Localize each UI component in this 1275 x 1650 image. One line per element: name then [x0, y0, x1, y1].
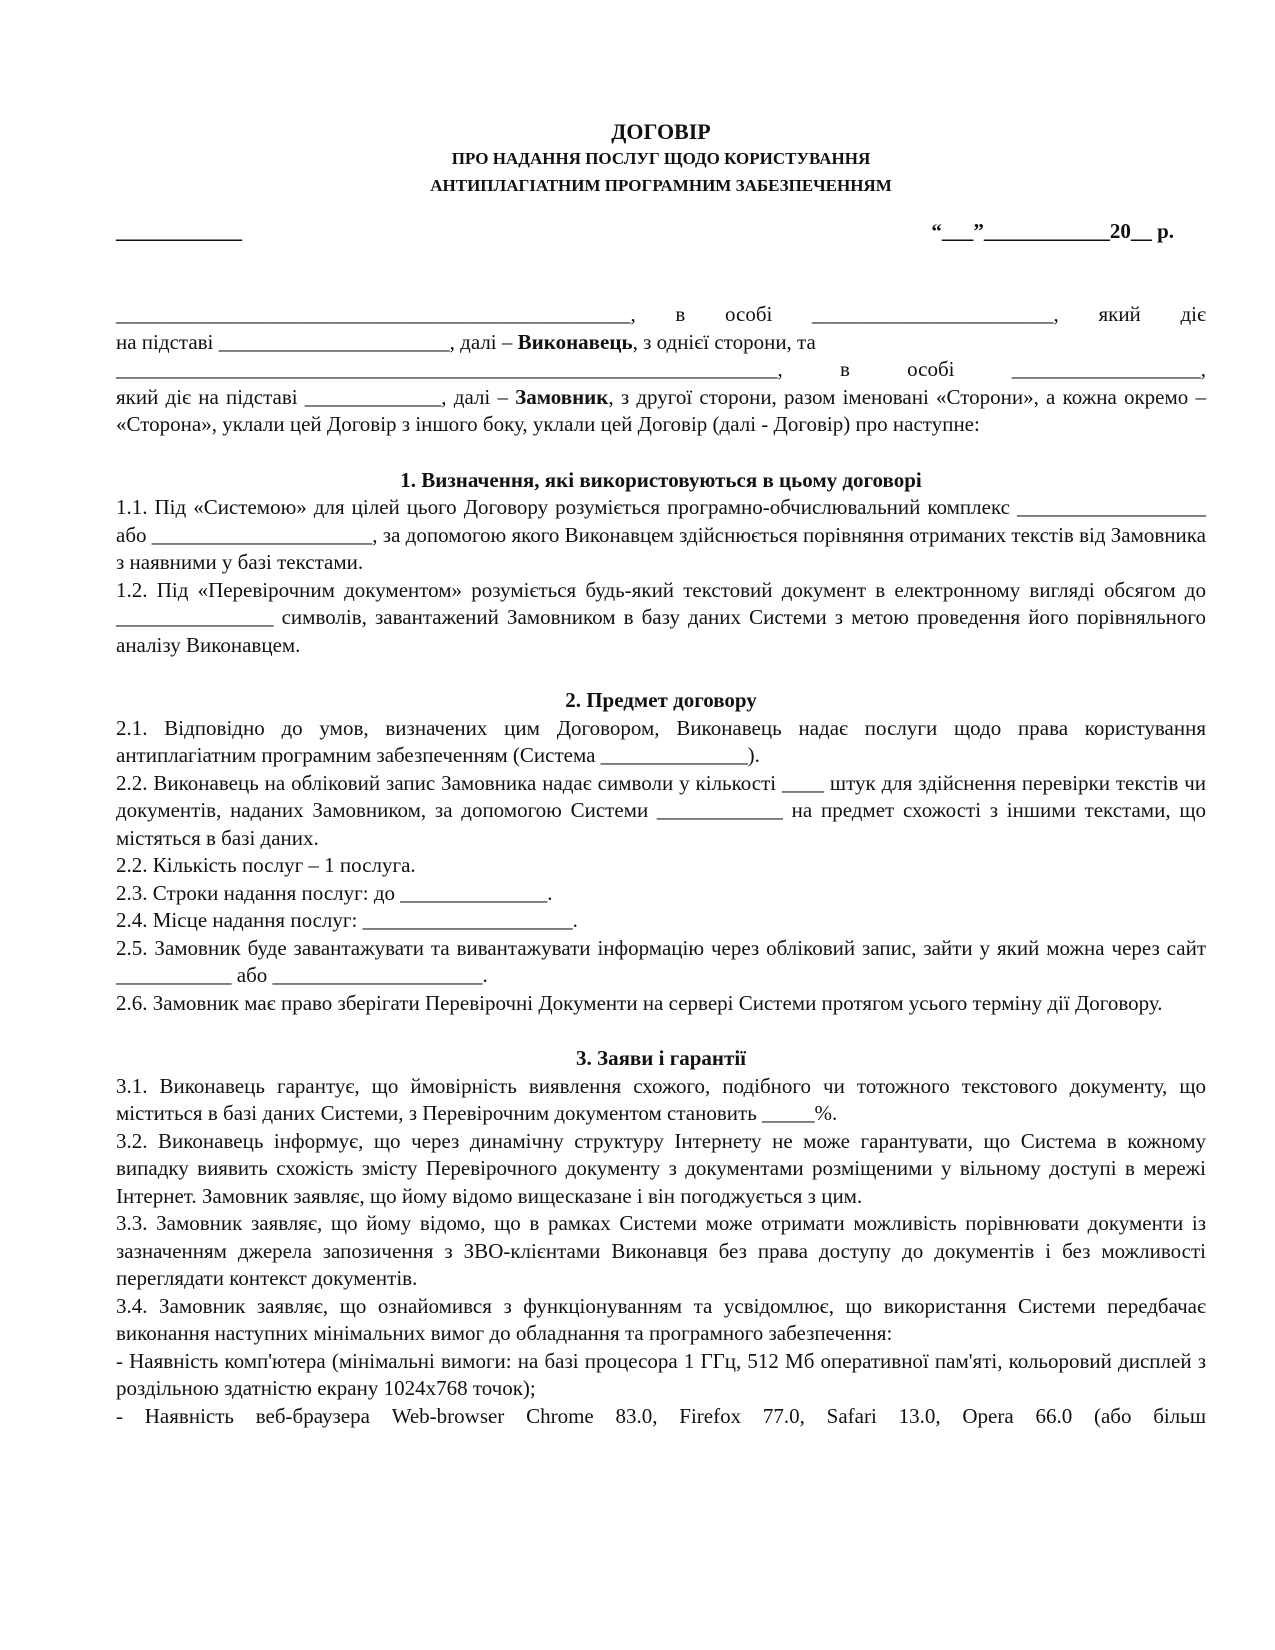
- clause-2-2-quantity: 2.2. Кількість послуг – 1 послуга.: [116, 853, 416, 877]
- section-2-heading: 2. Предмет договору: [565, 688, 757, 712]
- section-3-body: [116, 1073, 1206, 1431]
- customer-term: Замовник: [515, 384, 609, 409]
- clause-2-4: 2.4. Місце надання послуг: ____________________.: [116, 908, 578, 932]
- clause-3-1: 3.1. Виконавець гарантує, що ймовірність виявлення схожого, подібного чи тотожного текстового документу, що міститься в базі даних Системи, з Перевірочним документом становить _____%.: [116, 1073, 1206, 1125]
- section-1-body: [116, 494, 1206, 659]
- clause-2-5: 2.5. Замовник буде завантажувати та вивантажувати інформацію через обліковий запис, зайти у який можна через сайт ___________ або ____________________.: [116, 935, 1206, 987]
- place-date-line: [116, 219, 1206, 249]
- clause-2-6: 2.6. Замовник має право зберігати Перевірочні Документи на сервері Системи протягом усього терміну дії Договору.: [116, 990, 1163, 1015]
- parties-line-4: який діє на підставі _____________, далі – Замовник, з другої сторони, разом іменовані «Сторони», а кожна окремо – «Сторона», уклали цей Договір з іншого боку, уклали цей Договір (далі - Договір) про наступне:: [116, 384, 1206, 436]
- clause-3-2: 3.2. Виконавець інформує, що через динамічну структуру Інтернету не може гарантувати, що Система в кожному випадку виявить схожість змісту Перевірочного документу з документами розміщеними у вільному доступі в мережі Інтернет. Замовник заявляє, що йому відомо вищесказане і він погоджується з цим.: [116, 1128, 1206, 1208]
- section-1-heading: 1. Визначення, які використовуються в цьому договорі: [400, 467, 922, 492]
- parties-line-1: _________________________________________________, в особі _______________________, який діє: [116, 302, 1206, 326]
- clause-2-3: 2.3. Строки надання послуг: до ______________.: [116, 880, 553, 905]
- parties-paragraph: [116, 301, 1206, 439]
- clause-2-1: 2.1. Відповідно до умов, визначених цим Договором, Виконавець надає послуги щодо права користування антиплагіатним програмним забезпеченням (Система ______________).: [116, 715, 1206, 767]
- section-2-body: [116, 715, 1206, 1018]
- clause-3-4: 3.4. Замовник заявляє, що ознайомився з функціонуванням та усвідомлює, що використання Системи передбачає виконання наступних мінімальних вимог до обладнання та програмного забезпечення:: [116, 1293, 1206, 1345]
- place-blank: ____________: [116, 219, 242, 243]
- executor-term: Виконавець: [517, 329, 633, 354]
- document-title: ДОГОВІР: [611, 119, 711, 144]
- requirement-browser: - Наявність веб-браузера Web-browser Chrome 83.0, Firefox 77.0, Safari 13.0, Opera 66.0 (або більш: [116, 1403, 1206, 1428]
- date-blank: “___”____________20__ р.: [931, 219, 1174, 243]
- document-content: [116, 118, 1206, 1430]
- section-3-heading: 3. Заяви і гарантії: [575, 1046, 747, 1070]
- clause-2-2: 2.2. Виконавець на обліковий запис Замовника надає символи у кількості ____ штук для здійснення перевірки текстів чи документів, наданих Замовником, за допомогою Системи ____________ на предмет схожості з іншими текстами, що містяться в базі даних.: [116, 770, 1206, 850]
- clause-1-2: 1.2. Під «Перевірочним документом» розуміється будь-який текстовий документ в електронному вигляді обсягом до _______________ символів, завантажений Замовником в базу даних Системи з метою проведення його порівняльного аналізу Виконавцем.: [116, 577, 1206, 657]
- clause-1-1: 1.1. Під «Системою» для цілей цього Договору розуміється програмно-обчислювальний комплекс __________________ або _____________________, за допомогою якого Виконавцем здійснюється порівняння отриманих текстів від Замовника з наявними у базі текстами.: [116, 495, 1206, 574]
- document-subtitle-line1: ПРО НАДАННЯ ПОСЛУГ ЩОДО КОРИСТУВАННЯ: [451, 149, 871, 168]
- parties-line-2: на підставі ______________________, далі – Виконавець, з однієї сторони, та: [116, 329, 816, 354]
- clause-3-3: 3.3. Замовник заявляє, що йому відомо, що в рамках Системи може отримати можливість порівнювати документи із зазначенням джерела запозичення з ЗВО-клієнтами Виконавця без права доступу до документів і без можливості переглядати контекст документів.: [116, 1211, 1206, 1290]
- requirement-computer: - Наявність комп'ютера (мінімальні вимоги: на базі процесора 1 ГГц, 512 Мб оперативної пам'яті, кольоровий дисплей з роздільною здатністю екрану 1024x768 точок);: [116, 1348, 1206, 1400]
- parties-line-3: _______________________________________________________________, в особі __________________,: [116, 357, 1206, 381]
- document-subtitle-line2: АНТИПЛАГІАТНИМ ПРОГРАМНИМ ЗАБЕЗПЕЧЕННЯМ: [430, 176, 892, 195]
